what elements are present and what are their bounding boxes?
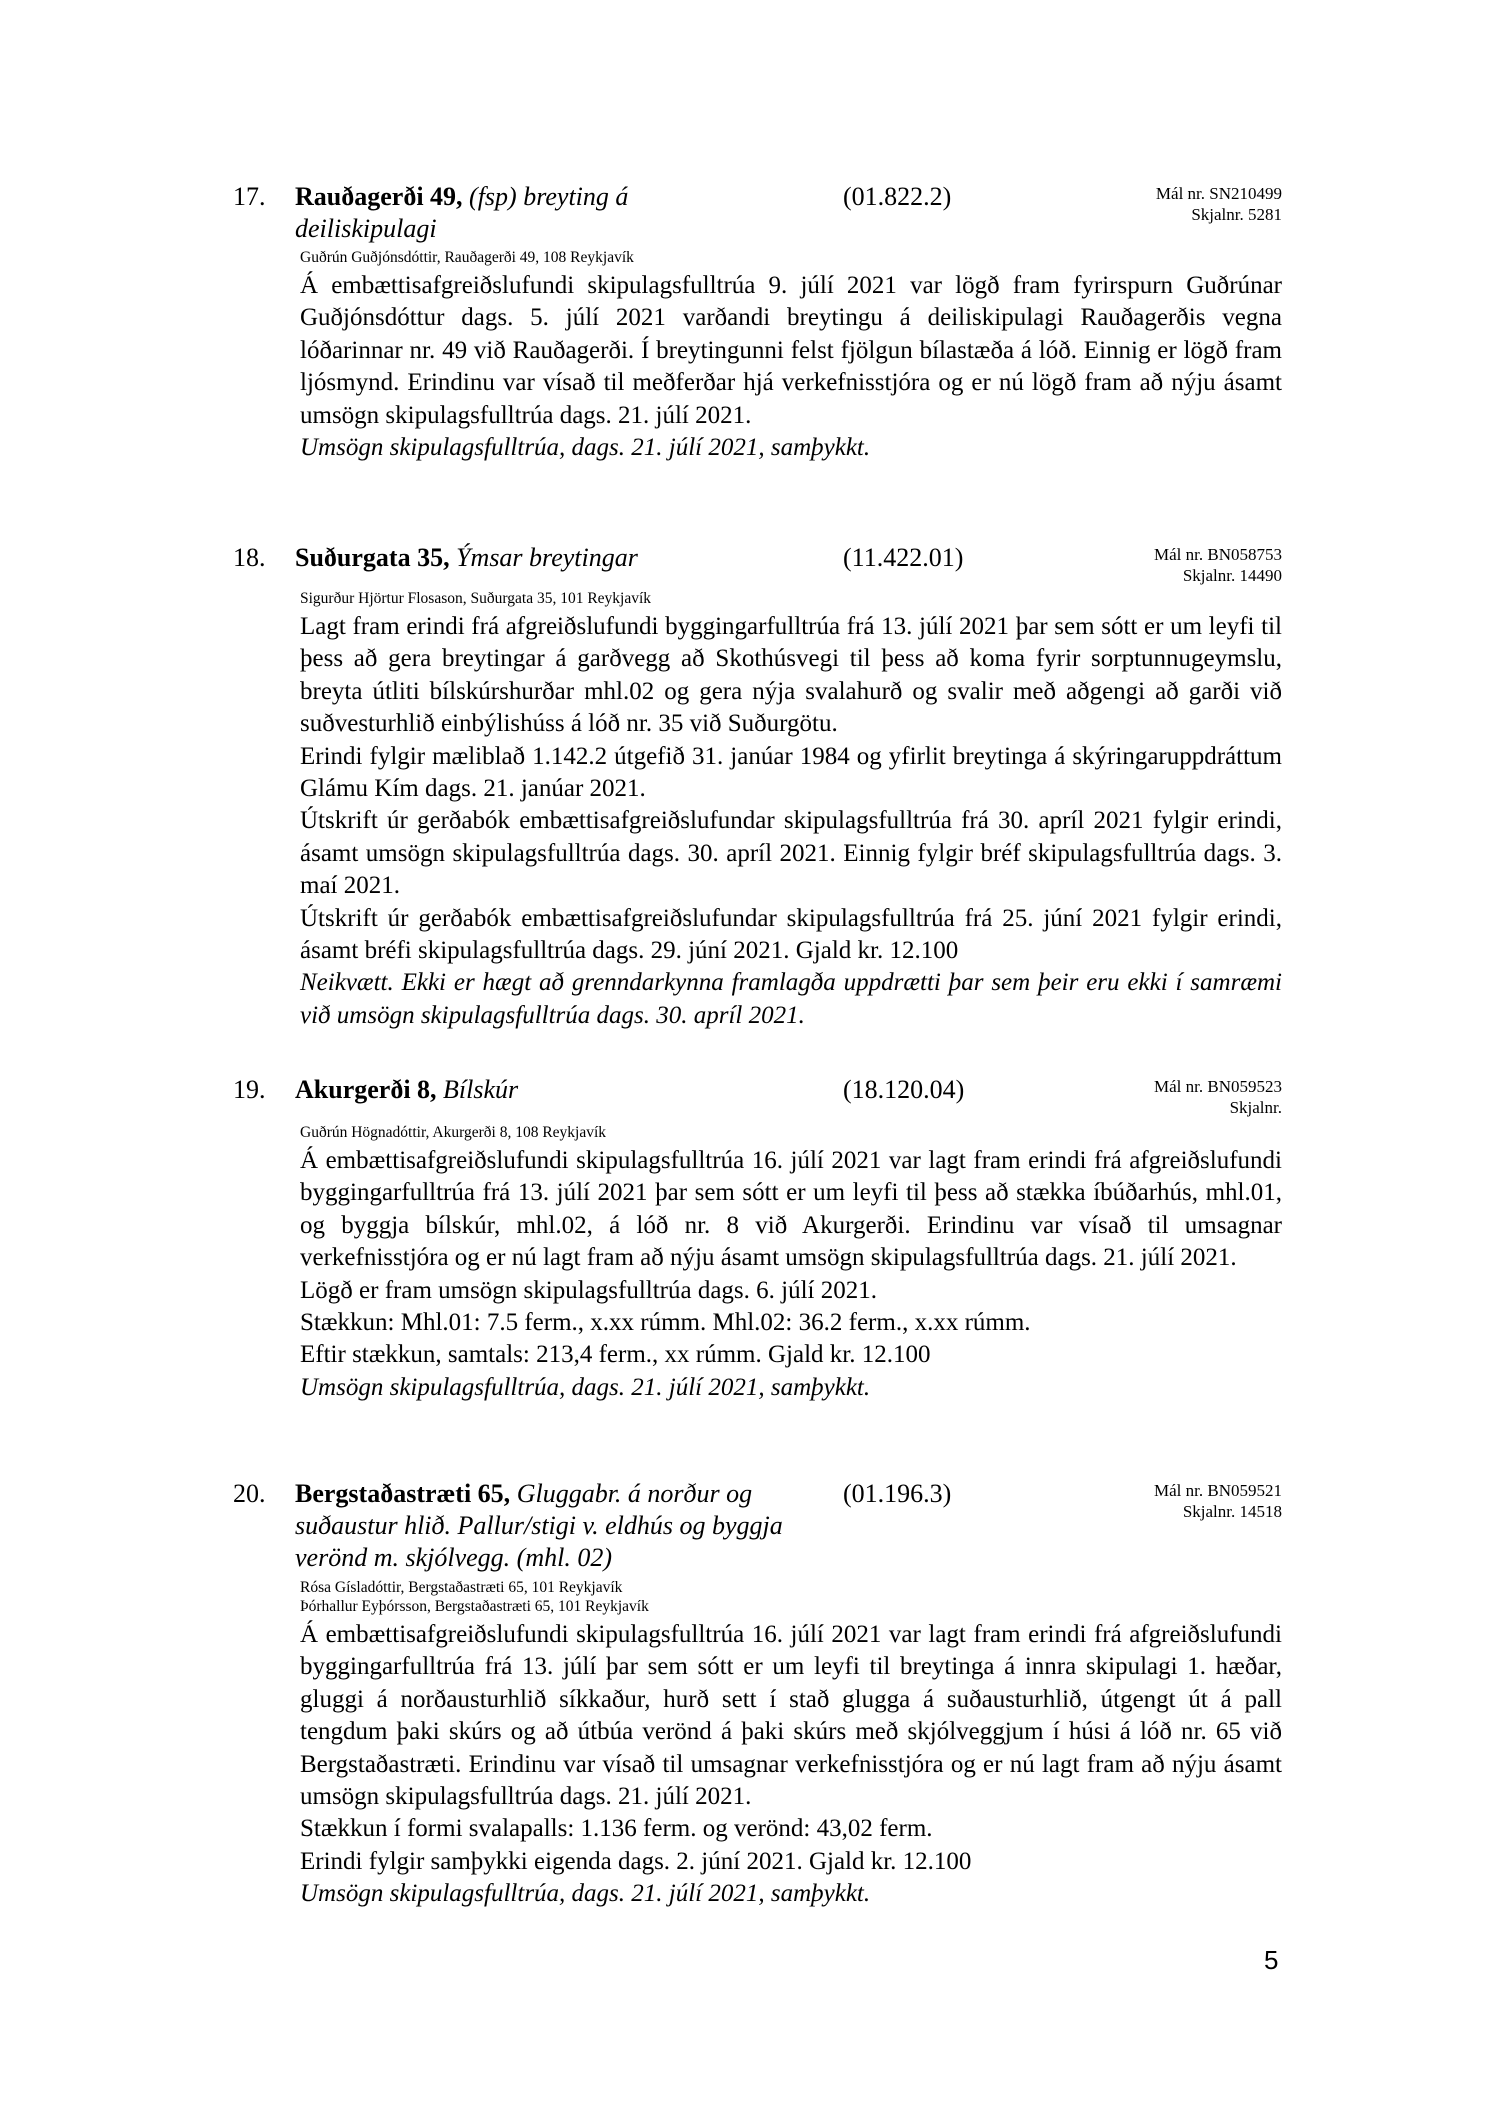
page-number: 5 (1264, 1945, 1279, 1975)
item-case-refs (1022, 1076, 1282, 1118)
item-body (300, 1619, 1282, 1911)
item-address: Akurgerði 8, (295, 1075, 437, 1104)
item-body (300, 270, 1282, 464)
item-case-refs (1022, 183, 1282, 225)
item-number: 19. (233, 1075, 266, 1104)
item-conclusion: Umsögn skipulagsfulltrúa, dags. 21. júlí 2021, samþykkt. (300, 1373, 871, 1401)
item-paragraph: Á embættisafgreiðslufundi skipulagsfulltrúa 16. júlí 2021 var lagt fram erindi frá afgreiðslufundi byggingarfulltrúa frá 13. júlí 2021 þar sem sótt er um leyfi til þess að stækka íbúðarhús, mhl.01, og byggja bílskúr, mhl.02, á lóð nr. 8 við Akurgerði. Erindinu var vísað til umsagnar verkefnisstjóra og er nú lagt fram að nýju ásamt umsögn skipulagsfulltrúa dags. 21. júlí 2021. (300, 1147, 1282, 1272)
item-address: Rauðagerði 49, (295, 182, 463, 211)
item-land-code: (01.822.2) (843, 182, 952, 211)
item-title (295, 181, 665, 245)
item-conclusion: Umsögn skipulagsfulltrúa, dags. 21. júlí 2021, samþykkt. (300, 434, 871, 462)
document-number: Skjalnr. 14490 (1182, 566, 1282, 585)
item-paragraph: Eftir stækkun, samtals: 213,4 ferm., xx rúmm. Gjald kr. 12.100 (300, 1341, 931, 1369)
item-title (295, 542, 815, 574)
item-conclusion: Umsögn skipulagsfulltrúa, dags. 21. júlí 2021, samþykkt. (300, 1880, 871, 1908)
case-number: Mál nr. BN059521 (1154, 1481, 1282, 1500)
item-body (300, 1145, 1282, 1404)
item-paragraph: Erindi fylgir mæliblað 1.142.2 útgefið 31. janúar 1984 og yfirlit breytinga á skýringaruppdráttum Glámu Kím dags. 21. janúar 2021. (300, 742, 1282, 803)
item-body (300, 611, 1282, 1032)
item-address: Bergstaðastræti 65, (295, 1479, 511, 1508)
item-case-refs (1022, 544, 1282, 586)
item-paragraph: Erindi fylgir samþykki eigenda dags. 2. júní 2021. Gjald kr. 12.100 (300, 1847, 972, 1875)
item-applicant: Þórhallur Eyþórsson, Bergstaðastræti 65, 101 Reykjavík (300, 1598, 649, 1615)
item-applicant: Guðrún Guðjónsdóttir, Rauðagerði 49, 108 Reykjavík (300, 249, 634, 266)
item-paragraph: Á embættisafgreiðslufundi skipulagsfulltrúa 9. júlí 2021 var lögð fram fyrirspurn Guðrúnar Guðjónsdóttur dags. 5. júlí 2021 varðandi breytingu á deiliskipulagi Rauðagerðis vegna lóðarinnar nr. 49 við Rauðagerði. Í breytingunni felst fjölgun bílastæða á lóð. Einnig er lögð fram ljósmynd. Erindinu var vísað til meðferðar hjá verkefnisstjóra og er nú lögð fram að nýju ásamt umsögn skipulagsfulltrúa dags. 21. júlí 2021. (300, 272, 1282, 429)
item-land-code: (11.422.01) (843, 543, 964, 572)
item-subject: (fsp) breyting á deiliskipulagi (295, 182, 629, 243)
item-paragraph: Stækkun: Mhl.01: 7.5 ferm., x.xx rúmm. Mhl.02: 36.2 ferm., x.xx rúmm. (300, 1309, 1031, 1337)
item-land-code: (01.196.3) (843, 1479, 952, 1508)
item-applicant: Guðrún Högnadóttir, Akurgerði 8, 108 Reykjavík (300, 1124, 607, 1141)
item-paragraph: Stækkun í formi svalapalls: 1.136 ferm. og verönd: 43,02 ferm. (300, 1815, 933, 1843)
item-paragraph: Lögð er fram umsögn skipulagsfulltrúa dags. 6. júlí 2021. (300, 1276, 878, 1304)
item-case-refs (1022, 1480, 1282, 1522)
item-number: 17. (233, 182, 266, 211)
item-paragraph: Á embættisafgreiðslufundi skipulagsfulltrúa 16. júlí 2021 var lagt fram erindi frá afgreiðslufundi byggingarfulltrúa frá 13. júlí þar sem sótt er um leyfi til breytinga á innra skipulagi 1. hæðar, gluggi á norðausturhlið síkkaður, hurð sett í stað glugga á suðausturhlið, útgengt út á pall tengdum þaki skúrs og að útbúa verönd á þaki skúrs með skjólveggjum í húsi á lóð nr. 65 við Bergstaðastræti. Erindinu var vísað til umsagnar verkefnisstjóra og er nú lagt fram að nýju ásamt umsögn skipulagsfulltrúa dags. 21. júlí 2021. (300, 1621, 1282, 1811)
item-number: 18. (233, 543, 266, 572)
document-number: Skjalnr. 5281 (1191, 205, 1282, 224)
item-subject: Ýmsar breytingar (449, 543, 638, 572)
item-title (295, 1074, 815, 1106)
document-number: Skjalnr. 14518 (1182, 1502, 1282, 1521)
item-subject: Bílskúr (436, 1075, 519, 1104)
case-number: Mál nr. SN210499 (1155, 184, 1282, 203)
item-applicant: Rósa Gísladóttir, Bergstaðastræti 65, 101 Reykjavík (300, 1579, 623, 1596)
item-land-code: (18.120.04) (843, 1075, 965, 1104)
item-paragraph: Útskrift úr gerðabók embættisafgreiðslufundar skipulagsfulltrúa frá 25. júní 2021 fylgir erindi, ásamt bréfi skipulagsfulltrúa dags. 29. júní 2021. Gjald kr. 12.100 (300, 904, 1282, 965)
item-paragraph: Útskrift úr gerðabók embættisafgreiðslufundar skipulagsfulltrúa frá 30. apríl 2021 fylgir erindi, ásamt umsögn skipulagsfulltrúa dags. 30. apríl 2021. Einnig fylgir bréf skipulagsfulltrúa dags. 3. maí 2021. (300, 807, 1282, 900)
item-conclusion: Neikvætt. Ekki er hægt að grenndarkynna framlagða uppdrætti þar sem þeir eru ekki í samræmi við umsögn skipulagsfulltrúa dags. 30. apríl 2021. (300, 969, 1282, 1029)
item-address: Suðurgata 35, (295, 543, 450, 572)
item-applicant: Sigurður Hjörtur Flosason, Suðurgata 35, 101 Reykjavík (300, 590, 652, 607)
item-title (295, 1478, 815, 1574)
item-subject: Gluggabr. á norður og suðaustur hlið. Pallur/stigi v. eldhús og byggja verönd m. skjólvegg. (mhl. 02) (295, 1479, 783, 1572)
item-paragraph: Lagt fram erindi frá afgreiðslufundi byggingarfulltrúa frá 13. júlí 2021 þar sem sótt er um leyfi til þess að gera breytingar á garðvegg að Skothúsvegi til þess að koma fyrir sorptunnugeymslu, breyta útliti bílskúrshurðar mhl.02 og gera nýja svalahurð og svalir með aðgengi að garði við suðvesturhlið einbýlishúss á lóð nr. 35 við Suðurgötu. (300, 613, 1282, 738)
document-number: Skjalnr. (1229, 1098, 1282, 1117)
item-number: 20. (233, 1479, 266, 1508)
case-number: Mál nr. BN058753 (1154, 545, 1282, 564)
case-number: Mál nr. BN059523 (1154, 1077, 1282, 1096)
